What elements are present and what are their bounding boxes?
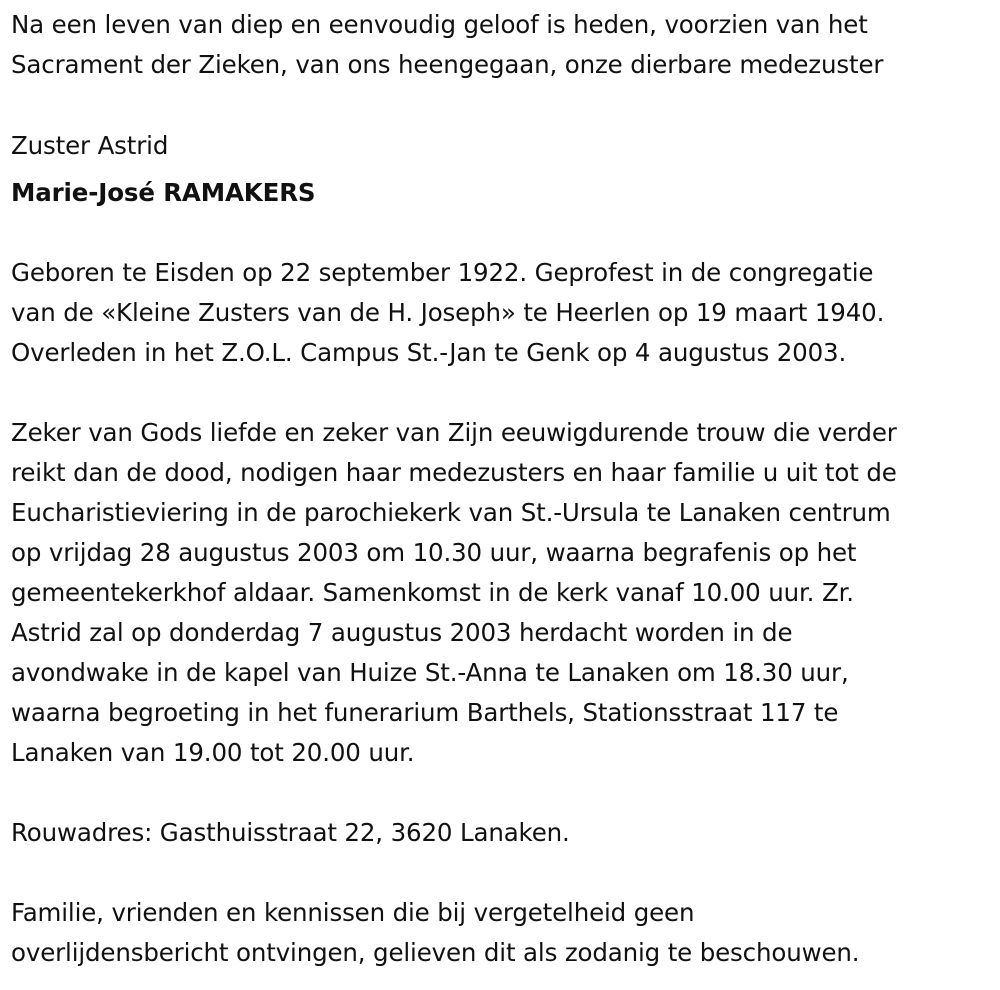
bio-line: Overleden in het Z.O.L. Campus St.-Jan te Genk op 4 augustus 2003. bbox=[11, 338, 847, 367]
ceremony-line: Eucharistieviering in de parochiekerk van St.-Ursula te Lanaken centrum bbox=[11, 498, 891, 527]
ceremony-line: avondwake in de kapel van Huize St.-Anna te Lanaken om 18.30 uur, bbox=[11, 658, 849, 687]
intro-line: Sacrament der Zieken, van ons heengegaan, onze dierbare medezuster bbox=[11, 50, 884, 79]
intro-line: Na een leven van diep en eenvoudig geloof is heden, voorzien van het bbox=[11, 10, 868, 39]
bio-line: van de «Kleine Zusters van de H. Joseph» te Heerlen op 19 maart 1940. bbox=[11, 298, 885, 327]
full-name: Marie-José RAMAKERS bbox=[11, 178, 316, 207]
mourning-address: Rouwadres: Gasthuisstraat 22, 3620 Lanaken. bbox=[11, 818, 570, 847]
ceremony-line: Lanaken van 19.00 tot 20.00 uur. bbox=[11, 738, 415, 767]
ceremony-line: waarna begroeting in het funerarium Barthels, Stationsstraat 117 te bbox=[11, 698, 839, 727]
closing-line: overlijdensbericht ontvingen, gelieven dit als zodanig te beschouwen. bbox=[11, 938, 860, 967]
bio-line: Geboren te Eisden op 22 september 1922. Geprofest in de congregatie bbox=[11, 258, 874, 287]
ceremony-line: reikt dan de dood, nodigen haar medezusters en haar familie u uit tot de bbox=[11, 458, 897, 487]
ceremony-line: gemeentekerkhof aldaar. Samenkomst in de kerk vanaf 10.00 uur. Zr. bbox=[11, 578, 854, 607]
ceremony-line: Zeker van Gods liefde en zeker van Zijn eeuwigdurende trouw die verder bbox=[11, 418, 897, 447]
ceremony-line: Astrid zal op donderdag 7 augustus 2003 herdacht worden in de bbox=[11, 618, 793, 647]
closing-line: Familie, vrienden en kennissen die bij vergetelheid geen bbox=[11, 898, 695, 927]
ceremony-line: op vrijdag 28 augustus 2003 om 10.30 uur, waarna begrafenis op het bbox=[11, 538, 857, 567]
religious-name: Zuster Astrid bbox=[11, 131, 169, 160]
